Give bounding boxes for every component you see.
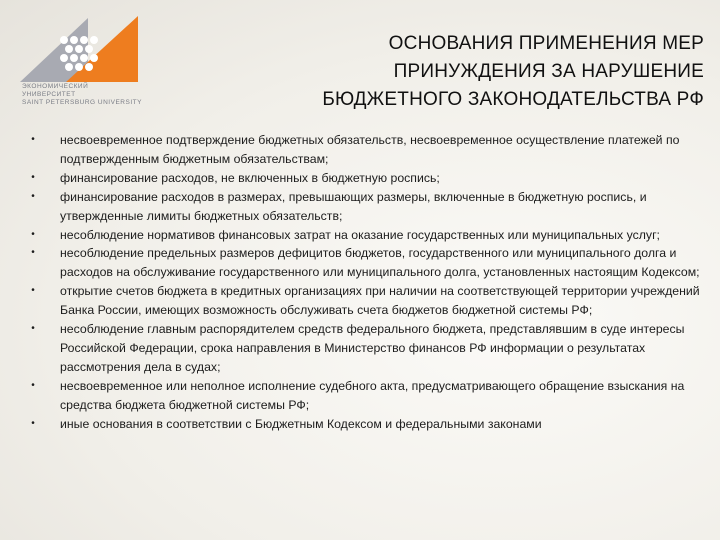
bullet-icon: • [31, 228, 35, 240]
grounds-list [28, 131, 700, 434]
list-item-text: несоблюдение предельных размеров дефицитов бюджетов, государственного или муниципального долга и расходов на обслуживание государственного или муниципального долга, установленных настоящим Кодексом; [60, 246, 700, 280]
list-item [28, 377, 700, 415]
logo-caption [22, 83, 144, 107]
logo-icon [20, 14, 142, 84]
bullet-icon: • [31, 379, 35, 391]
list-item [28, 169, 700, 188]
list-item-text: несоблюдение нормативов финансовых затрат на оказание государственных или муниципальных услуг; [60, 227, 660, 242]
list-item [28, 131, 700, 169]
logo-caption-line1: ЭКОНОМИЧЕСКИЙ УНИВЕРСИТЕТ [22, 83, 89, 98]
title-line-2: ПРИНУЖДЕНИЯ ЗА НАРУШЕНИЕ [393, 61, 704, 82]
list-item-text: открытие счетов бюджета в кредитных организациях при наличии на соответствующей территории учреждений Банка России, имеющих возможность обслуживать счета бюджетов бюджетной системы РФ; [60, 284, 700, 318]
bullet-icon: • [31, 417, 35, 429]
list-item [28, 282, 700, 320]
bullet-icon: • [31, 190, 35, 202]
slide-title [184, 30, 704, 114]
list-item [28, 226, 700, 245]
list-item-text: несвоевременное подтверждение бюджетных обязательств, несвоевременное осуществление платежей по подтвержденным бюджетным обязательствам; [60, 133, 680, 166]
title-line-1: ОСНОВАНИЯ ПРИМЕНЕНИЯ МЕР [388, 33, 704, 54]
list-item-text: несвоевременное или неполное исполнение судебного акта, предусматривающего обращение взыскания на средства бюджета бюджетной системы РФ; [60, 378, 685, 412]
list-item-text: несоблюдение главным распорядителем средств федерального бюджета, представлявшим в суде интересы Российской Федерации, срока направления в Министерство финансов РФ информации о результатах рассмотрения дела в судах; [60, 322, 685, 374]
bullet-icon: • [31, 134, 35, 145]
list-item [28, 415, 700, 434]
list-item-text: иные основания в соответствии с Бюджетным Кодексом и федеральными законами [60, 416, 542, 431]
list-item [28, 244, 700, 282]
bullet-icon: • [31, 171, 35, 183]
logo-caption-line2: SAINT PETERSBURG UNIVERSITY [22, 99, 142, 106]
list-item-text: финансирование расходов, не включенных в бюджетную роспись; [60, 170, 440, 185]
list-item [28, 188, 700, 226]
title-line-3: БЮДЖЕТНОГО ЗАКОНОДАТЕЛЬСТВА РФ [322, 89, 704, 110]
list-item [28, 320, 700, 377]
bullet-icon: • [31, 285, 35, 297]
bullet-icon: • [31, 323, 35, 335]
list-item-text: финансирование расходов в размерах, превышающих размеры, включенные в бюджетную роспись, и утвержденные лимиты бюджетных обязательств; [60, 189, 647, 223]
bullet-icon: • [31, 247, 35, 259]
